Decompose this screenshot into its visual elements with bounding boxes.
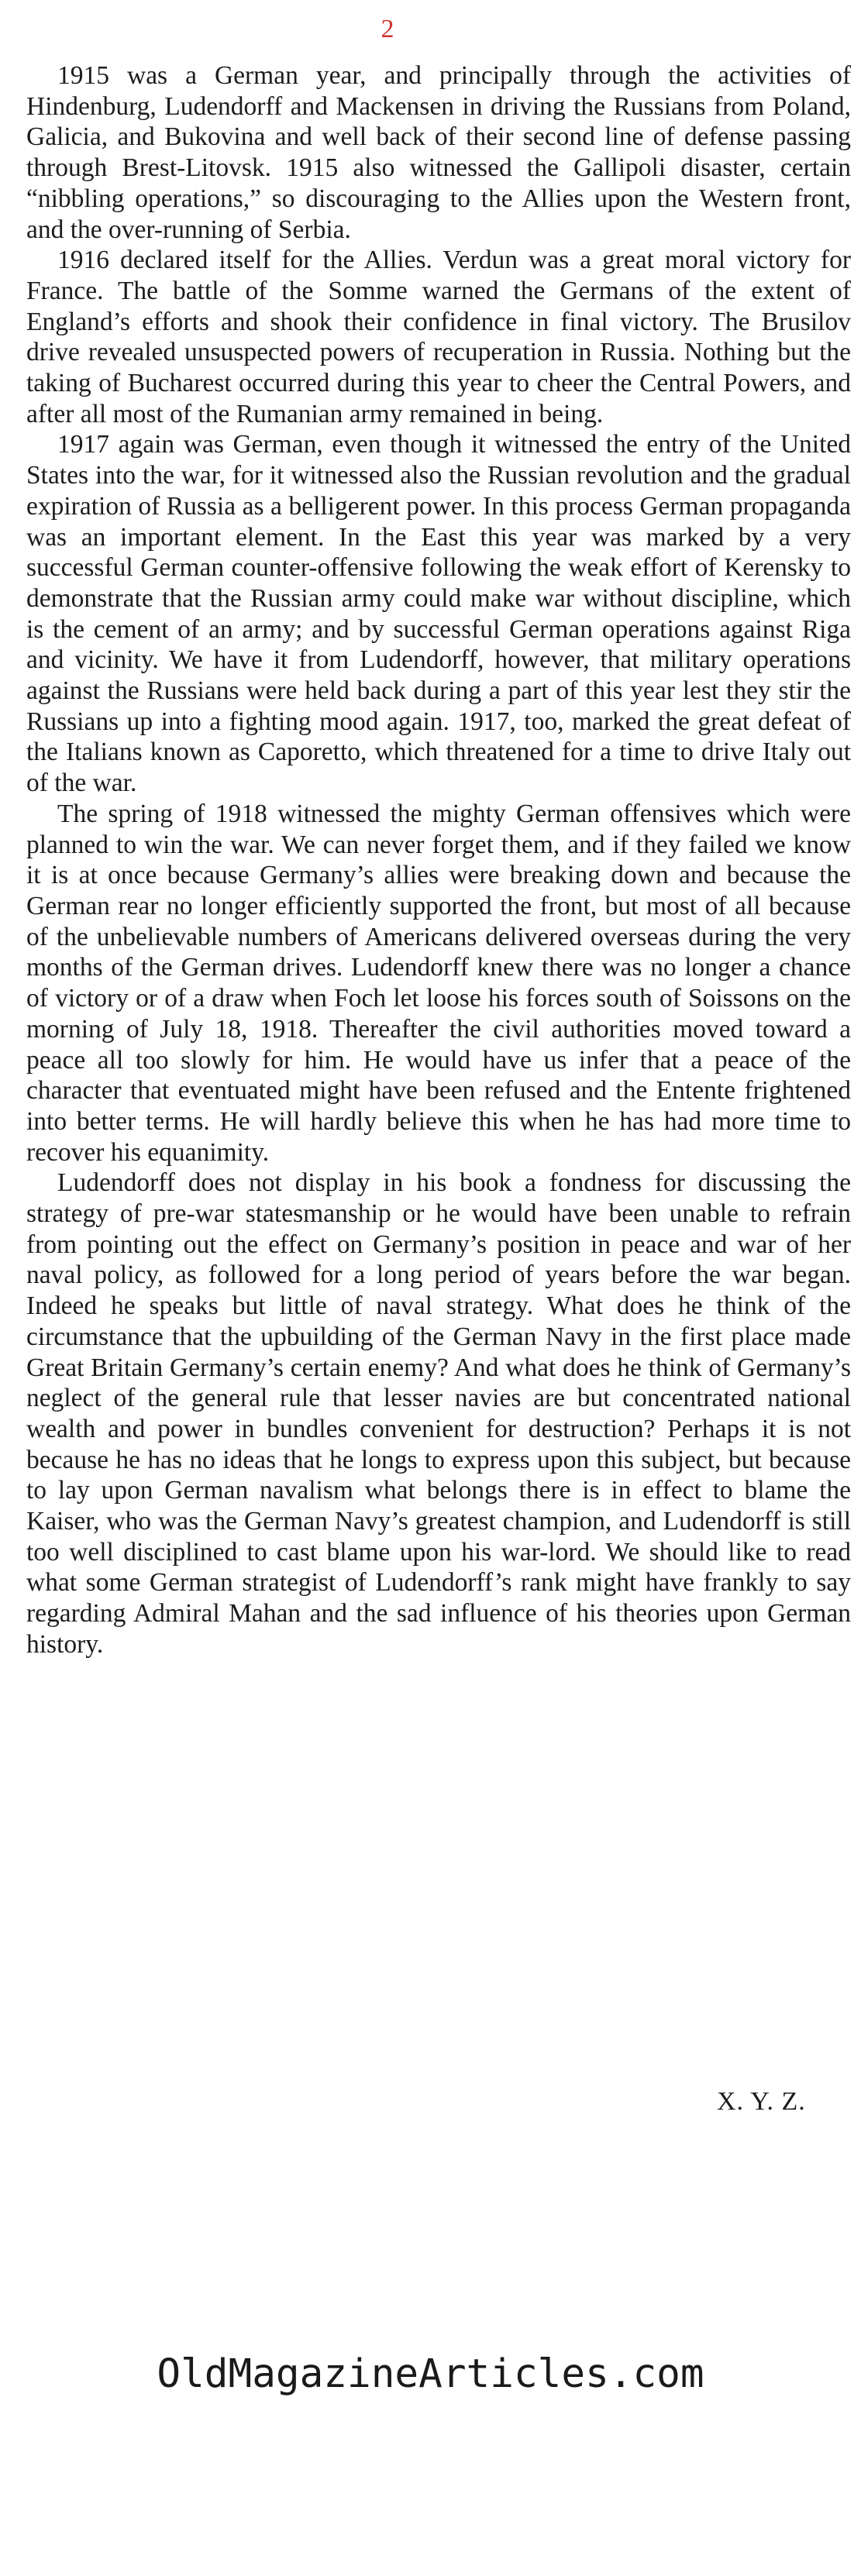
paragraph-naval-strategy: Ludendorff does not display in his book a fondness for discussing the strategy of pre-war statesmanship or he would have been unable to refrain from pointing out the effect on Germany’s position in peace and war of her naval policy, as followed for a long period of years before the war began. Indeed he speaks but little of naval strategy. What does he think of the circumstance that the upbuilding of the German Navy in the first place made Great Britain Germany’s certain enemy? And what does he think of Germany’s neglect of the general rule that lesser navies are but concentrated national wealth and power in bundles convenient for destruction? Perhaps it is not because he has no ideas that he longs to express upon this subject, but because to lay upon German navalism what belongs there is in effect to blame the Kaiser, who was the German Navy’s greatest champion, and Ludendorff is still too well disciplined to cast blame upon his war-lord. We should like to read what some German strategist of Ludendorff’s rank might have frankly to say regarding Admiral Mahan and the sad influence of his theories upon German history.: [26, 1168, 851, 1659]
author-signature: X. Y. Z.: [717, 2087, 806, 2116]
article-body: [26, 60, 851, 1660]
paragraph-1918: The spring of 1918 witnessed the mighty German offensives which were planned to win the war. We can never forget them, and if they failed we know it is at once because Germany’s allies were breaking down and because the German rear no longer efficiently supported the front, but most of all because of the unbelievable numbers of Americans delivered overseas during the very months of the German drives. Ludendorff knew there was no longer a chance of victory or of a draw when Foch let loose his forces south of Soissons on the morning of July 18, 1918. Thereafter the civil authorities moved toward a peace all too slowly for him. He would have us infer that a peace of the character that eventuated might have been refused and the Entente frightened into better terms. He will hardly believe this when he has had more time to recover his equanimity.: [26, 799, 851, 1167]
site-watermark: OldMagazineArticles.com: [157, 2351, 704, 2397]
paragraph-1916: 1916 declared itself for the Allies. Verdun was a great moral victory for France. The battle of the Somme warned the Germans of the extent of England’s efforts and shook their confidence in final victory. The Brusilov drive revealed unsuspected powers of recuperation in Russia. Nothing but the taking of Bucharest occurred during this year to cheer the Central Powers, and after all most of the Rumanian army remained in being.: [26, 246, 851, 428]
page-number: 2: [381, 15, 394, 43]
paragraph-1915: 1915 was a German year, and principally through the activities of Hindenburg, Ludendorff and Mackensen in driving the Russians from Poland, Galicia, and Bukovina and well back of their second line of defense passing through Brest-Litovsk. 1915 also witnessed the Gallipoli disaster, certain “nibbling operations,” so discouraging to the Allies upon the Western front, and the over-running of Serbia.: [26, 61, 851, 244]
paragraph-1917: 1917 again was German, even though it witnessed the entry of the United States into the war, for it witnessed also the Russian revolution and the gradual expiration of Russia as a belligerent power. In this process German propaganda was an important element. In the East this year was marked by a very successful German counter-offensive following the weak effort of Kerensky to demonstrate that the Russian army could make war without discipline, which is the cement of an army; and by successful German operations against Riga and vicinity. We have it from Ludendorff, however, that military operations against the Russians were held back during a part of this year lest they stir the Russians up into a fighting mood again. 1917, too, marked the great defeat of the Italians known as Caporetto, which threatened for a time to drive Italy out of the war.: [26, 430, 851, 798]
